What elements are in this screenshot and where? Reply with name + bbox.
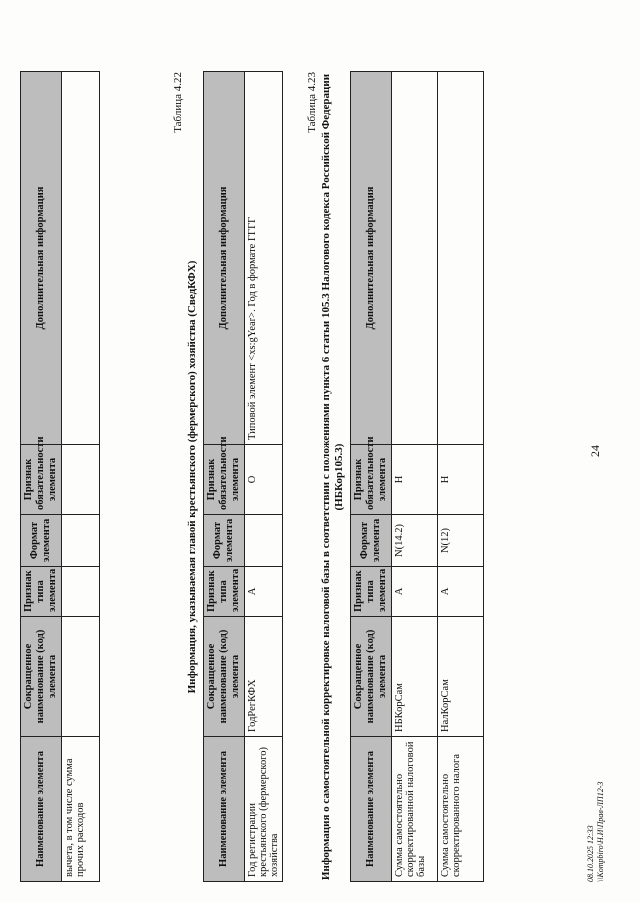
table-row	[392, 72, 438, 882]
cell-type: А	[438, 567, 484, 617]
footer-path: \\Kompbiro\Н.И\Прав-ЛП12-3	[596, 781, 605, 882]
table-4-23-label: Таблица 4.23	[306, 72, 318, 133]
cell-format	[245, 515, 283, 567]
col-header-info: Дополнительная информация	[351, 72, 392, 445]
cell-info	[438, 72, 484, 445]
col-header-format: Формат элемента	[351, 515, 392, 567]
footer-stamp	[586, 662, 606, 882]
cell-info: Типовой элемент <xs:gYear>. Год в формате ГГГГ	[245, 72, 283, 445]
cell-code: ГодРегКФХ	[245, 617, 283, 737]
table-header-row	[21, 72, 62, 882]
table-4-22-label: Таблица 4.22	[172, 72, 184, 133]
col-header-name: Наименование элемента	[204, 737, 245, 882]
table-header-row	[351, 72, 392, 882]
cell-format: N(14.2)	[392, 515, 438, 567]
page-number: 24	[588, 445, 602, 457]
table-4-22-title: Информация, указываемая главой крестьянского (фермерского) хозяйства (СведКФХ)	[186, 260, 198, 694]
cell-type: А	[392, 567, 438, 617]
cell-req: Н	[438, 445, 484, 515]
cell-req	[62, 445, 100, 515]
col-header-type: Признак типа элемента	[204, 567, 245, 617]
col-header-info: Дополнительная информация	[21, 72, 62, 445]
col-header-req: Признак обязательности элемента	[351, 445, 392, 515]
col-header-type: Признак типа элемента	[21, 567, 62, 617]
cell-code	[62, 617, 100, 737]
col-header-format: Формат элемента	[21, 515, 62, 567]
col-header-format: Формат элемента	[204, 515, 245, 567]
table-continuation	[20, 71, 100, 882]
col-header-code: Сокращенное наименование (код) элемента	[204, 617, 245, 737]
col-header-info: Дополнительная информация	[204, 72, 245, 445]
cell-name: Сумма самостоятельно скорректированного налога	[438, 737, 484, 882]
cell-name: Год регистрации крестьянского (фермерского) хозяйства	[245, 737, 283, 882]
col-header-req: Признак обязательности элемента	[21, 445, 62, 515]
cell-code: НБКорСам	[392, 617, 438, 737]
cell-type: А	[245, 567, 283, 617]
table-row	[438, 72, 484, 882]
cell-info	[62, 72, 100, 445]
cell-name: Сумма самостоятельно скорректированной налоговой базы	[392, 737, 438, 882]
col-header-req: Признак обязательности элемента	[204, 445, 245, 515]
col-header-type: Признак типа элемента	[351, 567, 392, 617]
cell-format: N(12)	[438, 515, 484, 567]
cell-req: Н	[392, 445, 438, 515]
footer-date: 08.10.2025 12:33	[586, 825, 595, 882]
cell-req: О	[245, 445, 283, 515]
table-header-row	[204, 72, 245, 882]
cell-type	[62, 567, 100, 617]
table-row	[245, 72, 283, 882]
cell-name: вычета, в том числе сумма прочих расходов	[62, 737, 100, 882]
cell-info	[392, 72, 438, 445]
table-row	[62, 72, 100, 882]
col-header-code: Сокращенное наименование (код) элемента	[21, 617, 62, 737]
table-4-22	[203, 71, 283, 882]
col-header-name: Наименование элемента	[351, 737, 392, 882]
table-4-23	[350, 71, 484, 882]
cell-format	[62, 515, 100, 567]
table-4-23-title: Информация о самостоятельной корректировке налоговой базы в соответствии с положениями пункта 6 статьи 105.3 Налогового кодекса Российской Федерации (НБКор105.3)	[320, 73, 345, 881]
col-header-code: Сокращенное наименование (код) элемента	[351, 617, 392, 737]
cell-code: НалКорСам	[438, 617, 484, 737]
col-header-name: Наименование элемента	[21, 737, 62, 882]
